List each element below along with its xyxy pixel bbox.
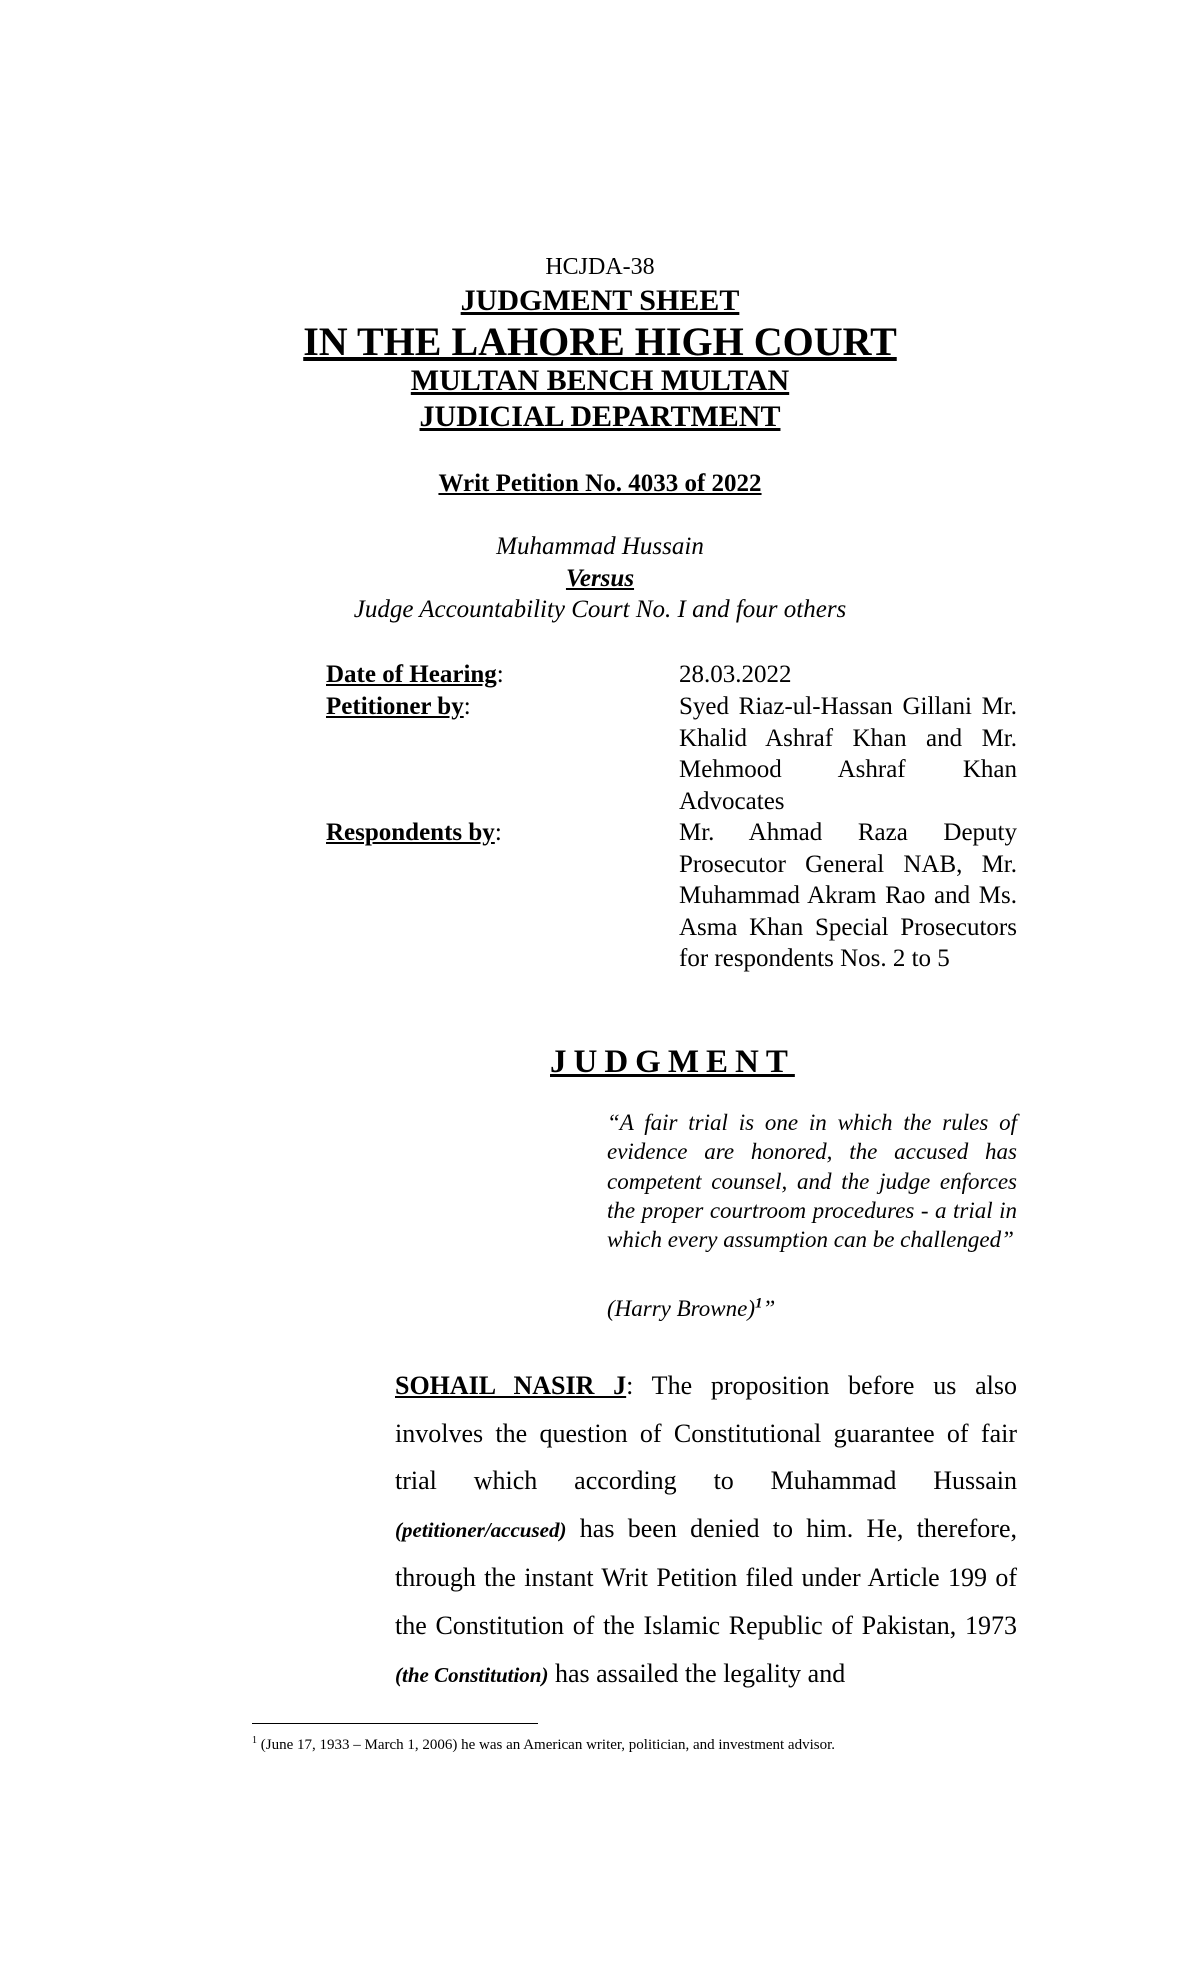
petitioner-by-label-text: Petitioner by xyxy=(326,693,464,720)
petitioner-by-label xyxy=(326,691,471,723)
court-name: IN THE LAHORE HIGH COURT xyxy=(303,319,897,364)
date-label-separator: : xyxy=(496,661,504,688)
body-text-part1: The proposition before us also involves the question of Constitutional guarantee of fair trial which according to Muhammad Hussain xyxy=(395,1371,1018,1496)
versus-label: Versus xyxy=(565,565,635,592)
respondents-by-label xyxy=(326,817,502,849)
petitioner-label-separator: : xyxy=(463,693,471,720)
judgment-body xyxy=(395,1362,1017,1699)
respondents-by-label-text: Respondents by xyxy=(326,819,495,846)
judge-name-separator: : xyxy=(626,1371,634,1400)
respondents-counsel: Mr. Ahmad Raza Deputy Prosecutor General NAB, Mr. Muhammad Akram Rao and Ms. Asma Khan Special Prosecutors for respondents Nos. 2 to 5 xyxy=(679,819,1017,973)
date-of-hearing-value: 28.03.2022 xyxy=(679,661,792,688)
epigraph-quote: “A fair trial is one in which the rules of evidence are honored, the accused has competent counsel, and the judge enforces the proper courtroom procedures - a trial in which every assumption can be challenged” xyxy=(607,1110,1017,1253)
petitioner-accused-term: (petitioner/accused) xyxy=(395,1517,567,1542)
date-of-hearing-label-text: Date of Hearing xyxy=(326,661,497,688)
footnote-reference: 1 xyxy=(754,1295,763,1312)
footnote-text: (June 17, 1933 – March 1, 2006) he was an American writer, politician, and investment advisor. xyxy=(257,1737,836,1753)
body-text-part2: has been denied to him. He, therefore, through the instant Writ Petition filed under Article 199 of the Constitution of the Islamic Republic of Pakistan, 1973 xyxy=(395,1513,1017,1640)
petitioner-counsel: Syed Riaz-ul-Hassan Gillani Mr. Khalid Ashraf Khan and Mr. Mehmood Ashraf Khan Advocates xyxy=(679,693,1017,815)
sheet-title: JUDGMENT SHEET xyxy=(460,284,740,317)
footnote xyxy=(252,1735,835,1755)
case-number: Writ Petition No. 4033 of 2022 xyxy=(438,470,762,497)
footnote-number: 1 xyxy=(252,1735,257,1746)
respondent-name: Judge Accountability Court No. I and four others xyxy=(353,596,847,623)
department-name: JUDICIAL DEPARTMENT xyxy=(419,400,781,433)
constitution-term: (the Constitution) xyxy=(395,1662,549,1687)
respondents-label-separator: : xyxy=(494,819,502,846)
body-text-part3: has assailed the legality and xyxy=(548,1658,846,1688)
judge-name: SOHAIL NASIR J xyxy=(395,1371,627,1400)
form-code: HCJDA-38 xyxy=(545,254,655,280)
bench-name: MULTAN BENCH MULTAN xyxy=(410,364,790,397)
quote-source: (Harry Browne) xyxy=(607,1296,755,1321)
date-of-hearing-label xyxy=(326,659,504,691)
judgment-heading: JUDGMENT xyxy=(550,1044,795,1080)
quote-attribution xyxy=(607,1294,775,1324)
footnote-separator xyxy=(252,1723,538,1724)
petitioner-name: Muhammad Hussain xyxy=(496,533,704,560)
quote-close-mark: ” xyxy=(762,1296,776,1321)
